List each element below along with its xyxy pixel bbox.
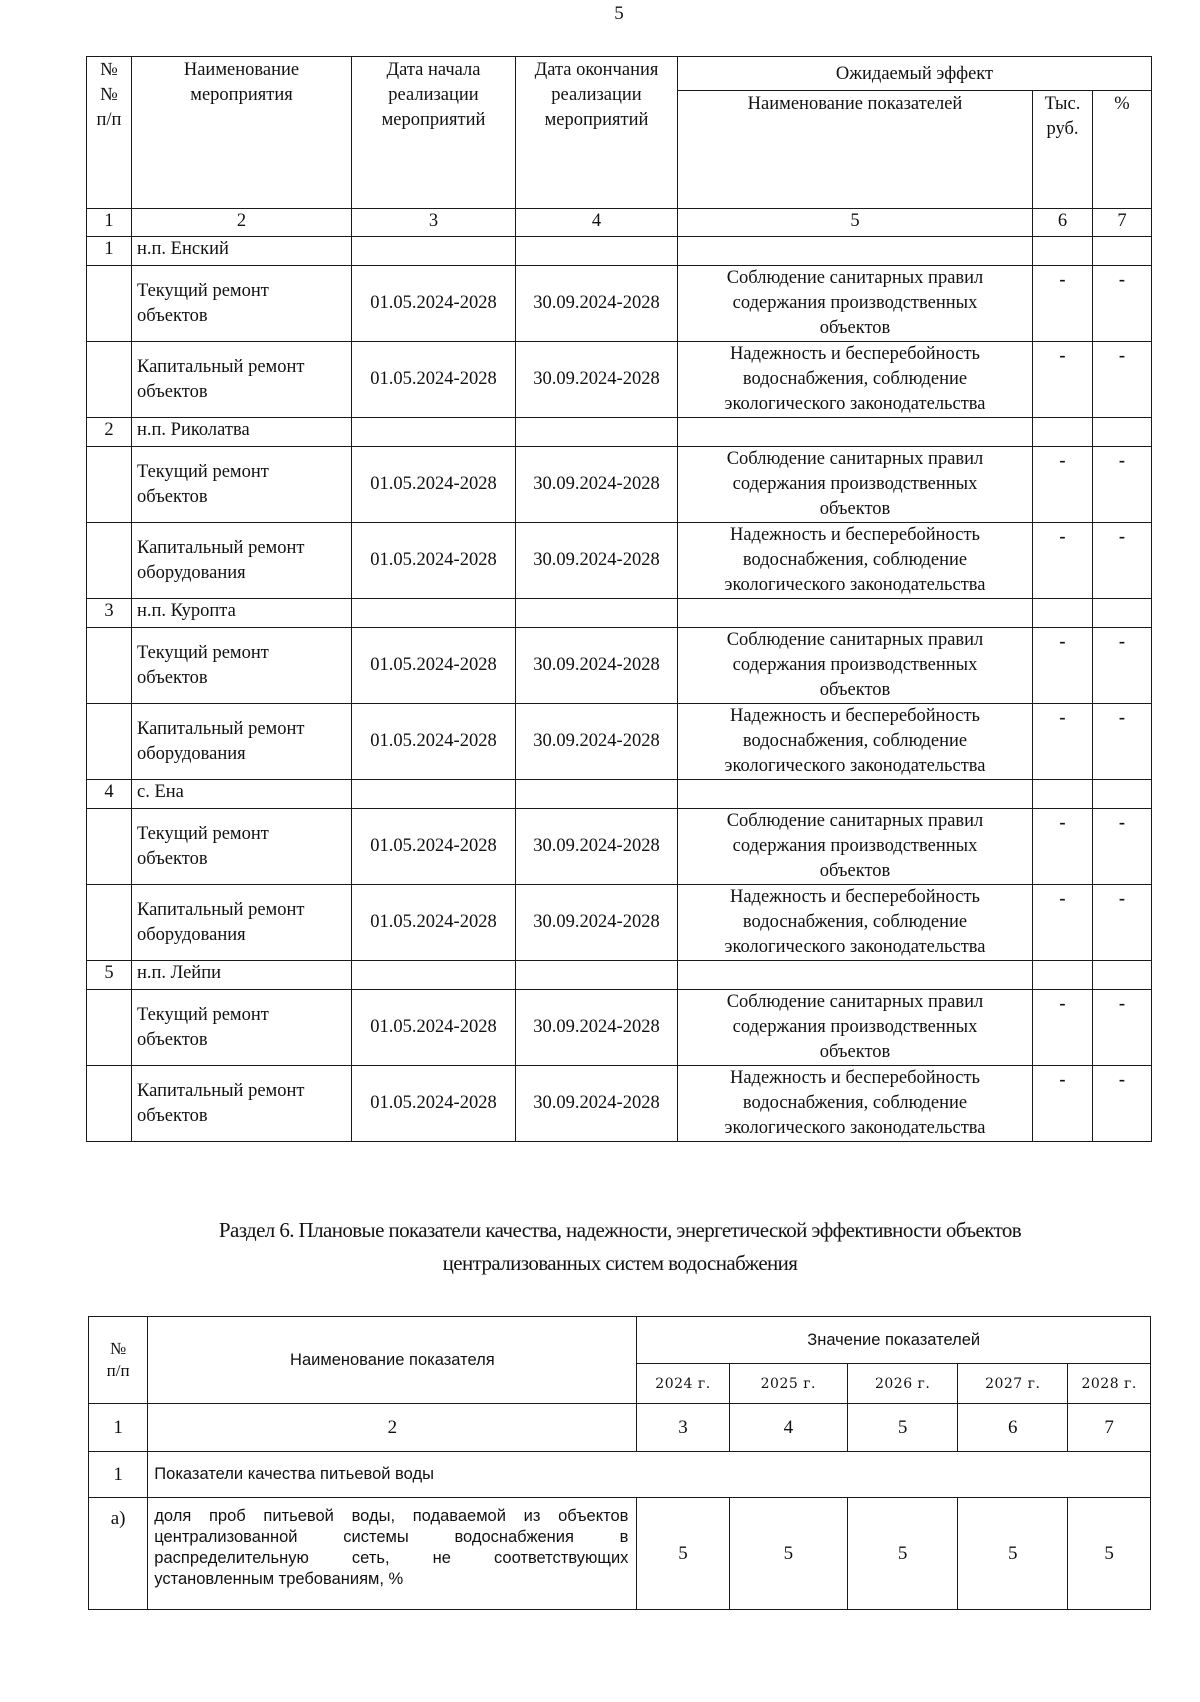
settlement-num: 2 [87, 418, 132, 447]
empty-cell [352, 599, 516, 628]
start-date: 01.05.2024-2028 [352, 885, 516, 961]
start-date: 01.05.2024-2028 [352, 266, 516, 342]
percent-value: - [1093, 704, 1152, 780]
empty-cell [87, 523, 132, 599]
expected-effect: Надежность и бесперебойность водоснабжения, соблюдение экологического законодательства [678, 704, 1033, 780]
measure-row [87, 342, 1152, 418]
indicator-value: 5 [958, 1498, 1068, 1610]
col-number: 2 [148, 1404, 637, 1452]
col-number: 1 [87, 209, 132, 237]
end-date: 30.09.2024-2028 [516, 342, 678, 418]
empty-cell [1093, 961, 1152, 990]
start-date: 01.05.2024-2028 [352, 704, 516, 780]
measure-name: Капитальный ремонт оборудования [132, 704, 352, 780]
empty-cell [87, 628, 132, 704]
percent-value: - [1093, 342, 1152, 418]
column-numbers-row [87, 209, 1152, 237]
expected-effect: Надежность и бесперебойность водоснабжения, соблюдение экологического законодательства [678, 1066, 1033, 1142]
empty-cell [87, 885, 132, 961]
group-num: 1 [89, 1452, 148, 1498]
settlement-name: н.п. Риколатва [132, 418, 352, 447]
settlement-name: с. Ена [132, 780, 352, 809]
header-indicator-values: Значение показателей [637, 1317, 1151, 1364]
thousand-rub-value: - [1033, 447, 1093, 523]
col-number: 5 [848, 1404, 958, 1452]
header-indicators: Наименование показателей [678, 91, 1033, 209]
empty-cell [352, 961, 516, 990]
empty-cell [678, 780, 1033, 809]
measure-name: Капитальный ремонт объектов [132, 342, 352, 418]
col-number: 3 [637, 1404, 729, 1452]
empty-cell [1093, 418, 1152, 447]
expected-effect: Надежность и бесперебойность водоснабжения, соблюдение экологического законодательства [678, 885, 1033, 961]
header-thousand-rub: Тыс. руб. [1033, 91, 1093, 209]
start-date: 01.05.2024-2028 [352, 990, 516, 1066]
percent-value: - [1093, 523, 1152, 599]
empty-cell [87, 1066, 132, 1142]
empty-cell [516, 599, 678, 628]
thousand-rub-value: - [1033, 990, 1093, 1066]
measure-row [87, 990, 1152, 1066]
empty-cell [678, 599, 1033, 628]
settlement-name: н.п. Куропта [132, 599, 352, 628]
start-date: 01.05.2024-2028 [352, 809, 516, 885]
settlement-num: 4 [87, 780, 132, 809]
indicator-value: 5 [729, 1498, 848, 1610]
indicator-value: 5 [1068, 1498, 1151, 1610]
measures-table [86, 56, 1152, 1142]
settlement-row [87, 780, 1152, 809]
settlement-name: н.п. Лейпи [132, 961, 352, 990]
settlement-row [87, 961, 1152, 990]
col-number: 6 [1033, 209, 1093, 237]
col-number: 7 [1068, 1404, 1151, 1452]
percent-value: - [1093, 447, 1152, 523]
measure-name: Текущий ремонт объектов [132, 809, 352, 885]
empty-cell [1093, 780, 1152, 809]
end-date: 30.09.2024-2028 [516, 885, 678, 961]
empty-cell [87, 704, 132, 780]
indicator-value: 5 [848, 1498, 958, 1610]
end-date: 30.09.2024-2028 [516, 809, 678, 885]
header-measure-name: Наименование мероприятия [132, 57, 352, 209]
empty-cell [1033, 237, 1093, 266]
measure-row [87, 885, 1152, 961]
settlement-row [87, 599, 1152, 628]
empty-cell [678, 418, 1033, 447]
measure-row [87, 809, 1152, 885]
empty-cell [352, 237, 516, 266]
expected-effect: Соблюдение санитарных правил содержания производственных объектов [678, 266, 1033, 342]
percent-value: - [1093, 266, 1152, 342]
measure-name: Текущий ремонт объектов [132, 628, 352, 704]
header-num: № п/п [89, 1317, 148, 1404]
measure-row [87, 523, 1152, 599]
measure-name: Текущий ремонт объектов [132, 990, 352, 1066]
end-date: 30.09.2024-2028 [516, 990, 678, 1066]
group-name: Показатели качества питьевой воды [148, 1452, 1151, 1498]
end-date: 30.09.2024-2028 [516, 523, 678, 599]
empty-cell [678, 961, 1033, 990]
thousand-rub-value: - [1033, 266, 1093, 342]
measure-row [87, 704, 1152, 780]
thousand-rub-value: - [1033, 342, 1093, 418]
expected-effect: Соблюдение санитарных правил содержания производственных объектов [678, 809, 1033, 885]
col-number: 6 [958, 1404, 1068, 1452]
empty-cell [1033, 780, 1093, 809]
empty-cell [87, 447, 132, 523]
col-number: 4 [729, 1404, 848, 1452]
percent-value: - [1093, 809, 1152, 885]
page-number: 5 [614, 3, 624, 24]
empty-cell [516, 237, 678, 266]
indicators-table [88, 1316, 1151, 1610]
col-number: 3 [352, 209, 516, 237]
measure-name: Капитальный ремонт оборудования [132, 885, 352, 961]
settlement-row [87, 237, 1152, 266]
section-title-line: Раздел 6. Плановые показатели качества, надежности, энергетической эффективности объектов [218, 1218, 1022, 1242]
header-num: № № п/п [87, 57, 132, 209]
header-expected-effect: Ожидаемый эффект [678, 57, 1152, 91]
start-date: 01.05.2024-2028 [352, 628, 516, 704]
measure-name: Текущий ремонт объектов [132, 447, 352, 523]
header-year: 2028 г. [1068, 1364, 1151, 1404]
expected-effect: Соблюдение санитарных правил содержания производственных объектов [678, 628, 1033, 704]
header-year: 2024 г. [637, 1364, 729, 1404]
settlement-name: н.п. Енский [132, 237, 352, 266]
header-year: 2026 г. [848, 1364, 958, 1404]
indicator-num: а) [89, 1498, 148, 1610]
measures-table-body [87, 237, 1152, 1142]
thousand-rub-value: - [1033, 628, 1093, 704]
empty-cell [1033, 961, 1093, 990]
header-percent: % [1093, 91, 1152, 209]
measure-row [87, 1066, 1152, 1142]
empty-cell [516, 780, 678, 809]
col-number: 1 [89, 1404, 148, 1452]
percent-value: - [1093, 990, 1152, 1066]
col-number: 4 [516, 209, 678, 237]
end-date: 30.09.2024-2028 [516, 704, 678, 780]
expected-effect: Соблюдение санитарных правил содержания производственных объектов [678, 447, 1033, 523]
empty-cell [1033, 418, 1093, 447]
measure-name: Капитальный ремонт объектов [132, 1066, 352, 1142]
thousand-rub-value: - [1033, 704, 1093, 780]
empty-cell [1033, 599, 1093, 628]
measure-name: Капитальный ремонт оборудования [132, 523, 352, 599]
measure-row [87, 447, 1152, 523]
section-title-line: централизованных систем водоснабжения [442, 1251, 798, 1275]
col-number: 2 [132, 209, 352, 237]
header-year: 2025 г. [729, 1364, 848, 1404]
indicator-value: 5 [637, 1498, 729, 1610]
percent-value: - [1093, 628, 1152, 704]
settlement-row [87, 418, 1152, 447]
start-date: 01.05.2024-2028 [352, 1066, 516, 1142]
empty-cell [352, 780, 516, 809]
indicator-row [89, 1498, 1151, 1610]
measure-row [87, 628, 1152, 704]
end-date: 30.09.2024-2028 [516, 628, 678, 704]
thousand-rub-value: - [1033, 885, 1093, 961]
end-date: 30.09.2024-2028 [516, 1066, 678, 1142]
expected-effect: Соблюдение санитарных правил содержания производственных объектов [678, 990, 1033, 1066]
thousand-rub-value: - [1033, 1066, 1093, 1142]
start-date: 01.05.2024-2028 [352, 342, 516, 418]
col-number: 5 [678, 209, 1033, 237]
percent-value: - [1093, 885, 1152, 961]
empty-cell [87, 342, 132, 418]
start-date: 01.05.2024-2028 [352, 447, 516, 523]
empty-cell [516, 961, 678, 990]
empty-cell [1093, 237, 1152, 266]
settlement-num: 1 [87, 237, 132, 266]
settlement-num: 3 [87, 599, 132, 628]
header-start-date: Дата начала реализации мероприятий [352, 57, 516, 209]
header-indicator-name: Наименование показателя [148, 1317, 637, 1404]
header-year: 2027 г. [958, 1364, 1068, 1404]
empty-cell [87, 809, 132, 885]
indicators-table-body [89, 1498, 1151, 1610]
thousand-rub-value: - [1033, 809, 1093, 885]
empty-cell [1093, 599, 1152, 628]
settlement-num: 5 [87, 961, 132, 990]
column-numbers-row [89, 1404, 1151, 1452]
percent-value: - [1093, 1066, 1152, 1142]
thousand-rub-value: - [1033, 523, 1093, 599]
empty-cell [352, 418, 516, 447]
section-6-title [120, 1214, 1120, 1280]
measure-row [87, 266, 1152, 342]
group-row [89, 1452, 1151, 1498]
empty-cell [516, 418, 678, 447]
empty-cell [87, 990, 132, 1066]
expected-effect: Надежность и бесперебойность водоснабжения, соблюдение экологического законодательства [678, 523, 1033, 599]
measure-name: Текущий ремонт объектов [132, 266, 352, 342]
indicator-name: доля проб питьевой воды, подаваемой из объектов централизованной системы водоснабжения в распределительную сеть, не соответствующих установленным требованиям, % [148, 1498, 637, 1610]
col-number: 7 [1093, 209, 1152, 237]
end-date: 30.09.2024-2028 [516, 266, 678, 342]
expected-effect: Надежность и бесперебойность водоснабжения, соблюдение экологического законодательства [678, 342, 1033, 418]
end-date: 30.09.2024-2028 [516, 447, 678, 523]
start-date: 01.05.2024-2028 [352, 523, 516, 599]
empty-cell [678, 237, 1033, 266]
empty-cell [87, 266, 132, 342]
header-end-date: Дата окончания реализации мероприятий [516, 57, 678, 209]
